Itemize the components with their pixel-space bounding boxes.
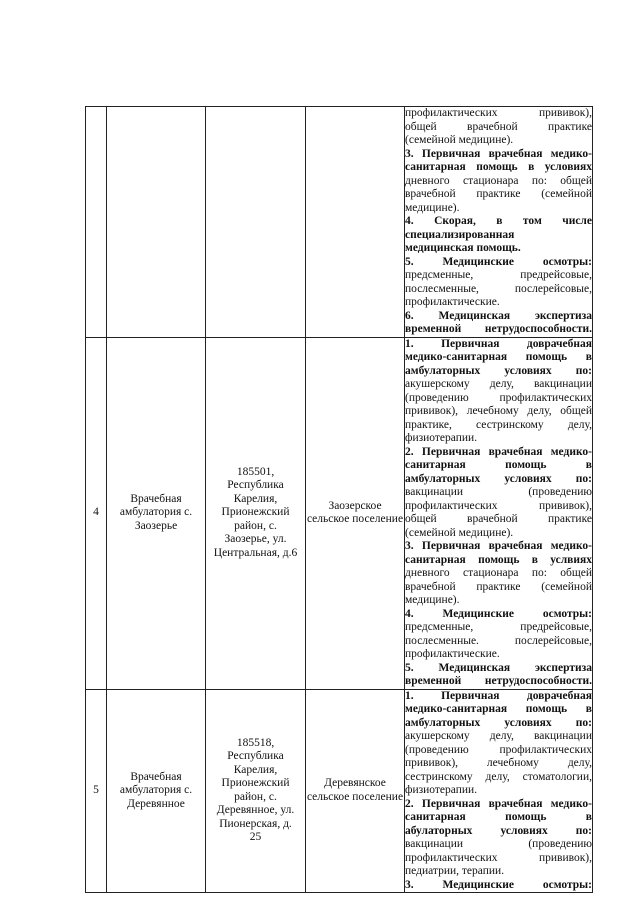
service-line: медицине). [405,594,460,606]
service-line: педиатрии, терапии. [405,865,505,877]
service-line: 6. Медицинская экспертиза [405,309,592,322]
address-text: 185501, Республика Карелия, Прионежский район, с. Заозерье, ул. Центральная, д.6 [213,465,298,559]
service-line: 2. Первичная врачебная медико- [405,445,592,458]
row-number: 5 [86,689,107,893]
services-list [405,107,593,338]
service-line: 4. Медицинские осмотры: [405,607,592,620]
service-line: общей врачебной практике [405,513,592,525]
address-text: 185518, Республика Карелия, Прионежский район, с. Деревянное, ул. Пионерская, д. 25 [216,736,295,844]
service-line: санитарная помощь в услвиях [405,553,592,566]
service-line: послесменные. послерейсовые, [405,634,592,647]
service-line: сестринскому делу, стоматологии, [405,770,592,783]
service-line: специализированная [405,228,515,241]
service-area: Заозерское сельское поселение [306,337,405,689]
service-line: общей врачебной практике [405,120,592,133]
row-number: 4 [86,337,107,689]
service-line: профилактических прививок), [405,107,592,119]
service-line: послесменные, послерейсовые, [405,282,592,295]
table-row [86,337,593,689]
service-line: санитарная помощь в [405,459,592,471]
facility-address [206,107,306,338]
facility-name: Врачебная амбулатория с. Заозерье [107,337,206,689]
service-line: временной нетрудоспособности. [405,675,592,687]
service-line: профилактических прививок), [405,851,592,864]
service-line: (проведению профилактических [405,743,592,756]
service-line: дневного стационара по: общей [405,567,592,579]
service-line: профилактических прививок), [405,499,592,512]
service-line: медико-санитарная помощь в [405,703,592,715]
service-line: 2. Первичная врачебная медико- [405,797,592,810]
service-line: медико-санитарная помощь в [405,351,592,363]
facility-address [206,689,306,893]
service-line: предсменные, предрейсовые, [405,269,592,281]
service-line: врачебной практике (семейной [405,580,592,593]
service-line: 3. Первичная врачебная медико- [405,540,592,552]
service-line: акушерскому делу, вакцинации [405,730,592,742]
service-line: 4. Скорая, в том числе [405,215,592,227]
service-line: врачебной практике (семейной [405,188,592,200]
service-line: физиотерапии. [405,784,478,796]
table-row [86,107,593,338]
service-line: временной нетрудоспособности. [405,323,592,335]
service-line: акушерскому делу, вакцинации [405,378,592,390]
service-area [306,107,405,338]
services-list [405,337,593,689]
service-line: (проведению профилактических [405,391,592,404]
service-line: дневного стационара по: общей [405,174,592,187]
service-line: вакцинации (проведению [405,486,592,498]
service-line: 1. Первичная доврачебная [405,337,592,350]
service-line: медицинская помощь. [405,242,521,254]
facility-address [206,337,306,689]
service-area: Деревянское сельское поселение [306,689,405,893]
service-line: 5. Медицинская экспертиза [405,661,592,674]
table-row [86,689,593,893]
service-line: (семейной медицине). [405,134,514,146]
service-line: амбулаторных условиях по: [405,364,592,377]
service-line: 1. Первичная доврачебная [405,689,592,702]
service-line: профилактические. [405,296,500,308]
service-line: (семейной медицине). [405,526,514,539]
service-line: 3. Медицинские осмотры: [405,878,592,891]
service-line: физиотерапии. [405,432,478,444]
service-line: прививок), лечебному делу, общей [405,405,592,417]
service-line: вакцинации (проведению [405,838,592,850]
service-line: амбулаторных условиях по: [405,472,592,485]
service-line: предсменные, предрейсовые, [405,621,592,633]
service-line: амбулаторных условиях по: [405,716,592,729]
service-line: 5. Медицинские осмотры: [405,255,592,268]
service-line: санитарная помощь в [405,811,592,823]
service-line: абулаторных условиях по: [405,824,592,837]
facility-name: Врачебная амбулатория с. Деревянное [107,689,206,893]
service-line: санитарная помощь в условиях [405,161,592,173]
service-line: профилактические. [405,648,500,660]
facilities-table [85,106,593,893]
service-line: практике, сестринскому делу, [405,418,592,431]
service-line: 3. Первичная врачебная медико- [405,147,592,160]
service-line: медицине). [405,201,460,214]
service-line: прививок), лечебному делу, [405,757,592,769]
row-number [86,107,107,338]
services-list [405,689,593,893]
facility-name [107,107,206,338]
